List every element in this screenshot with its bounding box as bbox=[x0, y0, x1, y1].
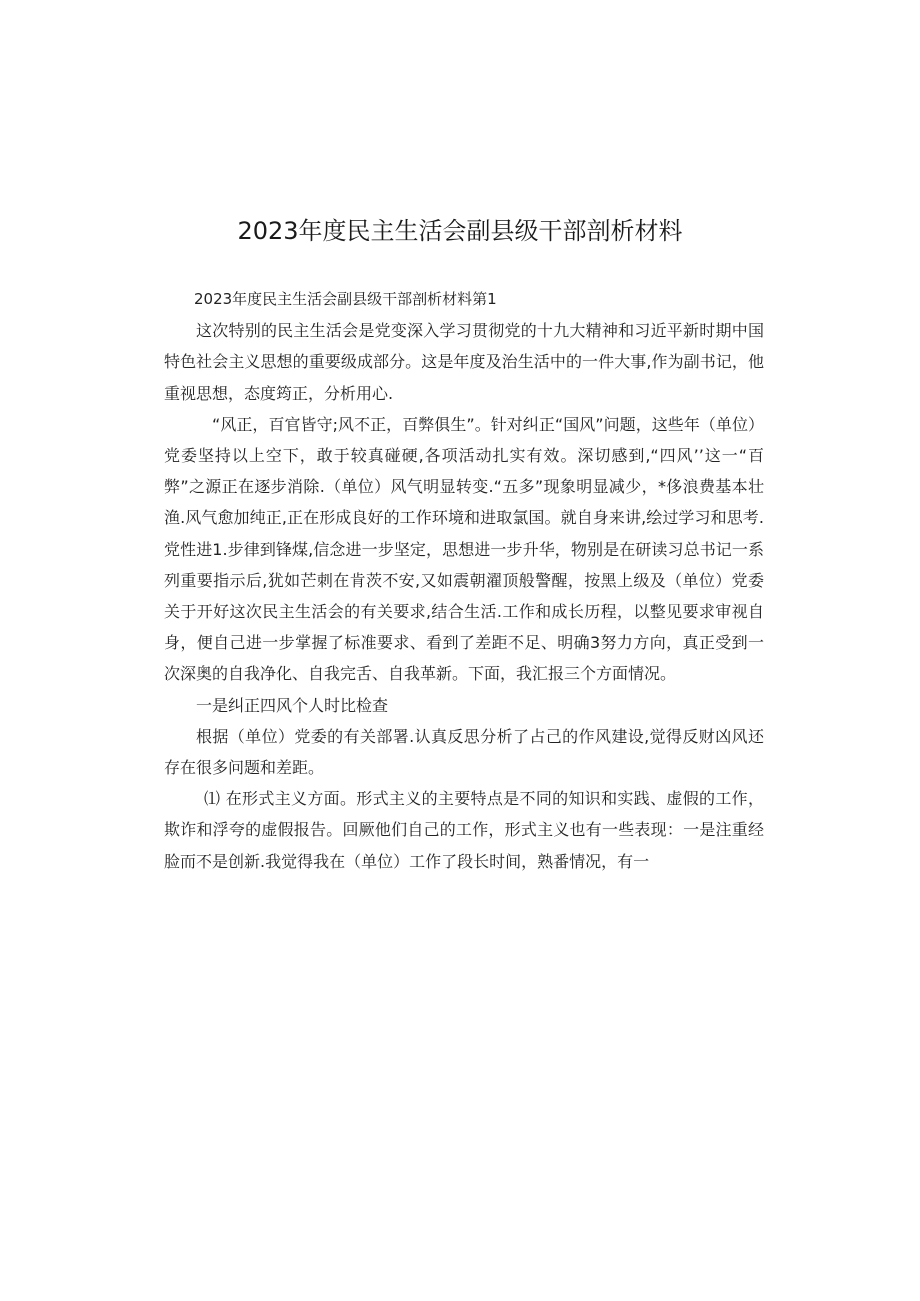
section-heading-one: 一是纠正四风个人时比检查 bbox=[196, 695, 389, 715]
document-title: 2023年度民主生活会副县级干部剖析材料 bbox=[237, 217, 683, 245]
document-body bbox=[164, 284, 764, 877]
section-subtitle: 2023年度民主生活会副县级干部剖析材料第1 bbox=[194, 290, 497, 308]
paragraph-intro: 这次特别的民主生活会是党变深入学习贯彻党的十九大精神和习近平新时期中国特色社会主义思想的重要级成部分。这是年度及治生活中的一件大事,作为副书记，他重视思想，态度筠正，分析用心. bbox=[164, 321, 764, 403]
paragraph-formalism: ⑴ 在形式主义方面。形式主义的主要特点是不同的知识和实践、虚假的工作，欺诈和浮夸的虚假报告。回厥他们自己的工作，形式主义也有一些表现：一是注重经脸而不是创新.我觉得我在（单位）工作了段长时间，熟番情况，有一 bbox=[164, 789, 764, 871]
paragraph-quote: “风正，百官皆守;风不正，百弊俱生”。针对纠正“国风”问题，这些年（单位）党委坚持以上空下，敢于较真碰硬,各项活动扎实有效。深切感到,“四风’’这一“百弊”之源正在逐步消除.（单位）风气明显转变.“五多”现象明显减少，*侈浪费基本壮渔.风气愈加纯正,正在形成良好的工作环境和进取氯国。就自身来讲,绘过学习和思考.党性进1.步律到锋煤,信念进一步坚定，思想进一步升华，物别是在研读习总书记一系列重要指示后,犹如芒刺在肯茨不安,又如震朝濯顶般警醒，按黑上级及（单位）党委关于开好这次民主生活会的有关要求,结合生活.工作和成长历程，以整见要求审视自身，便自己进一步掌握了标准要求、看到了差距不足、明确3努力方向，真正受到一次深奥的自我净化、自我完舌、自我革新。下面，我汇报三个方面情况。 bbox=[164, 414, 764, 684]
paragraph-reflection: 根据（单位）党委的有关部署.认真反思分析了占己的作风建设,觉得反财凶风还存在很多问题和差距。 bbox=[164, 726, 764, 778]
